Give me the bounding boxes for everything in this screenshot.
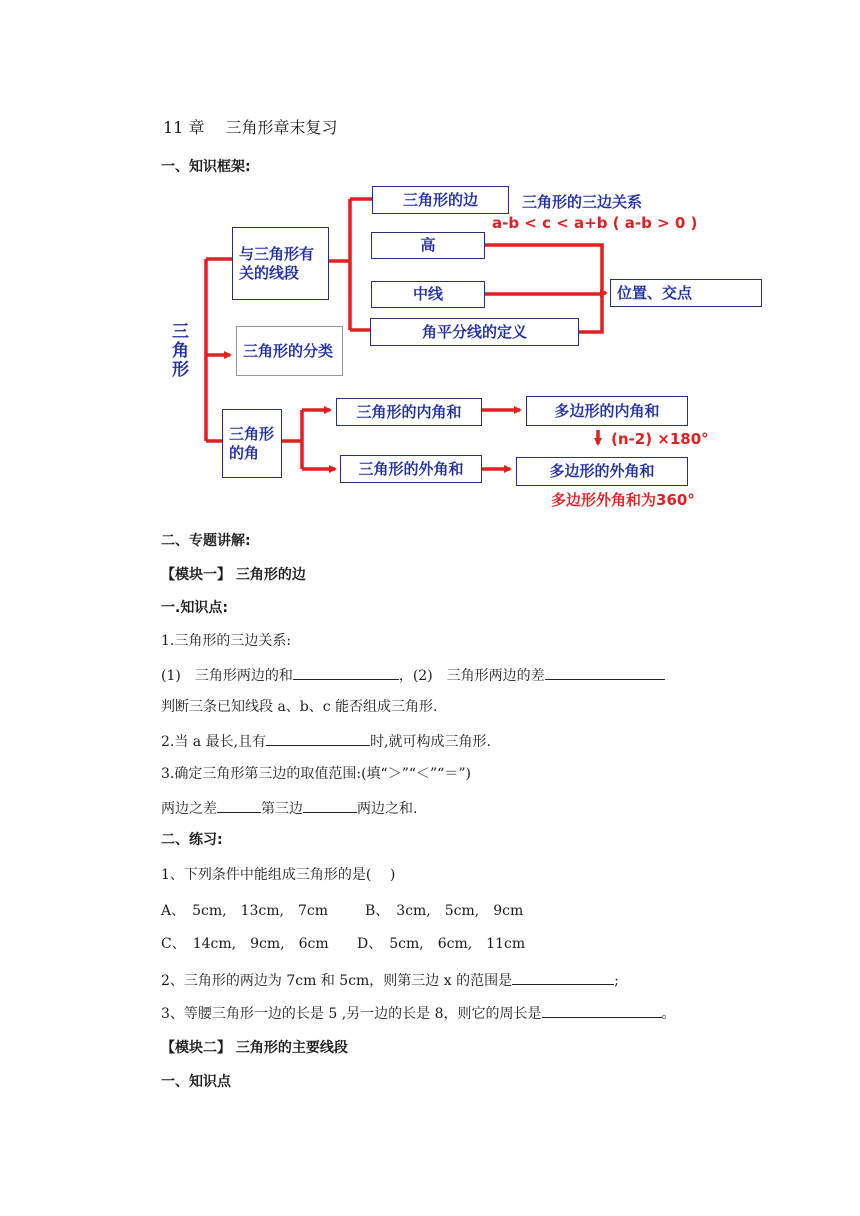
- blank-difference[interactable]: [545, 665, 665, 680]
- sides-box-label: 三角形的边: [402, 190, 478, 209]
- position-box-label: 位置、交点: [617, 283, 693, 302]
- polygon-exterior-note: 多边形外角和为360°: [551, 491, 695, 509]
- exterior-sum-box: [340, 455, 482, 483]
- polygon-interior-box: [526, 396, 688, 426]
- q1-option-a[interactable]: A、 5cm, 13cm, 7cm: [161, 903, 328, 919]
- m1-line6-c: 两边之和.: [357, 801, 418, 817]
- classification-box-label: 三角形的分类: [243, 341, 334, 360]
- m1-line2-a: (1) 三角形两边的和: [161, 668, 293, 684]
- interior-sum-box: [336, 398, 482, 426]
- root-label: 三角形: [168, 322, 188, 379]
- question-2: [161, 970, 619, 990]
- m1-line4-b: 时,就可构成三角形.: [370, 734, 491, 750]
- segments-box-label: 与三角形有关的线段: [239, 244, 315, 282]
- height-box-label: 高: [420, 236, 436, 254]
- module1-knowledge-heading: 一.知识点:: [161, 600, 228, 616]
- median-box: [371, 281, 485, 308]
- segments-box: [232, 227, 329, 300]
- diagram-connectors: [0, 0, 860, 520]
- page-title: 11 章 三角形章末复习: [163, 118, 338, 137]
- m1-line3: 判断三条已知线段 a、b、c 能否组成三角形.: [161, 699, 438, 715]
- q1-option-c[interactable]: C、 14cm, 9cm, 6cm: [161, 936, 329, 952]
- bisector-box-label: 角平分线的定义: [421, 322, 527, 341]
- m1-line5: 3.确定三角形第三边的取值范围:(填“＞”“＜”“＝”): [161, 766, 471, 782]
- angles-box: [222, 409, 282, 478]
- question-1: 1、下列条件中能组成三角形的是( ): [161, 867, 396, 883]
- classification-box: [236, 326, 343, 376]
- median-box-label: 中线: [412, 285, 443, 303]
- blank-q3-perimeter[interactable]: [542, 1003, 662, 1018]
- question-3: [161, 1003, 676, 1023]
- m1-line2: [161, 665, 665, 685]
- m1-line2-b: ，(2) 三角形两边的差: [398, 668, 545, 684]
- m1-line1: 1.三角形的三边关系:: [161, 633, 292, 649]
- section-heading-framework: 一、知识框架:: [161, 159, 251, 175]
- q3-text: 3、等腰三角形一边的长是 5 ,另一边的长是 8，则它的周长是: [161, 1006, 542, 1022]
- bisector-box: [370, 318, 579, 346]
- q1-option-d[interactable]: D、 5cm, 6cm, 11cm: [357, 936, 526, 952]
- polygon-exterior-box: [516, 457, 688, 486]
- sides-box: [372, 186, 509, 214]
- q2-end: ;: [614, 973, 619, 989]
- module2-knowledge-heading: 一、知识点: [161, 1074, 231, 1090]
- m1-line6-a: 两边之差: [161, 801, 217, 817]
- q2-text: 2、三角形的两边为 7cm 和 5cm，则第三边 x 的范围是: [161, 973, 513, 989]
- module2-heading: 【模块二】 三角形的主要线段: [161, 1040, 348, 1056]
- polygon-interior-box-label: 多边形的内角和: [554, 401, 660, 420]
- polygon-interior-formula: (n-2) ×180°: [611, 430, 709, 448]
- angles-box-label: 三角形的角: [229, 424, 275, 462]
- position-box: [610, 279, 762, 307]
- practice-heading: 二、练习:: [161, 832, 223, 848]
- blank-q2-range[interactable]: [512, 970, 614, 985]
- sides-relation-note: 三角形的三边关系: [522, 193, 643, 211]
- blank-compare-2[interactable]: [303, 798, 357, 813]
- blank-compare-1[interactable]: [217, 798, 261, 813]
- blank-sum[interactable]: [293, 665, 399, 680]
- q3-end: 。: [661, 1006, 676, 1022]
- q1-option-b[interactable]: B、 3cm, 5cm, 9cm: [365, 903, 524, 919]
- m1-line4-a: 2.当 a 最长,且有: [161, 734, 267, 750]
- exterior-sum-box-label: 三角形的外角和: [358, 459, 464, 478]
- sides-formula: a-b < c < a+b ( a-b > 0 ): [492, 214, 698, 232]
- blank-condition[interactable]: [266, 731, 370, 746]
- knowledge-framework-diagram: [0, 0, 860, 520]
- module1-heading: 【模块一】 三角形的边: [161, 567, 306, 583]
- m1-line6-b: 第三边: [261, 801, 303, 817]
- polygon-exterior-box-label: 多边形的外角和: [549, 462, 655, 480]
- section-heading-topics: 二、专题讲解:: [161, 533, 251, 549]
- m1-line6: [161, 798, 417, 818]
- interior-sum-box-label: 三角形的内角和: [356, 402, 462, 421]
- height-box: [371, 232, 485, 259]
- m1-line4: [161, 731, 491, 751]
